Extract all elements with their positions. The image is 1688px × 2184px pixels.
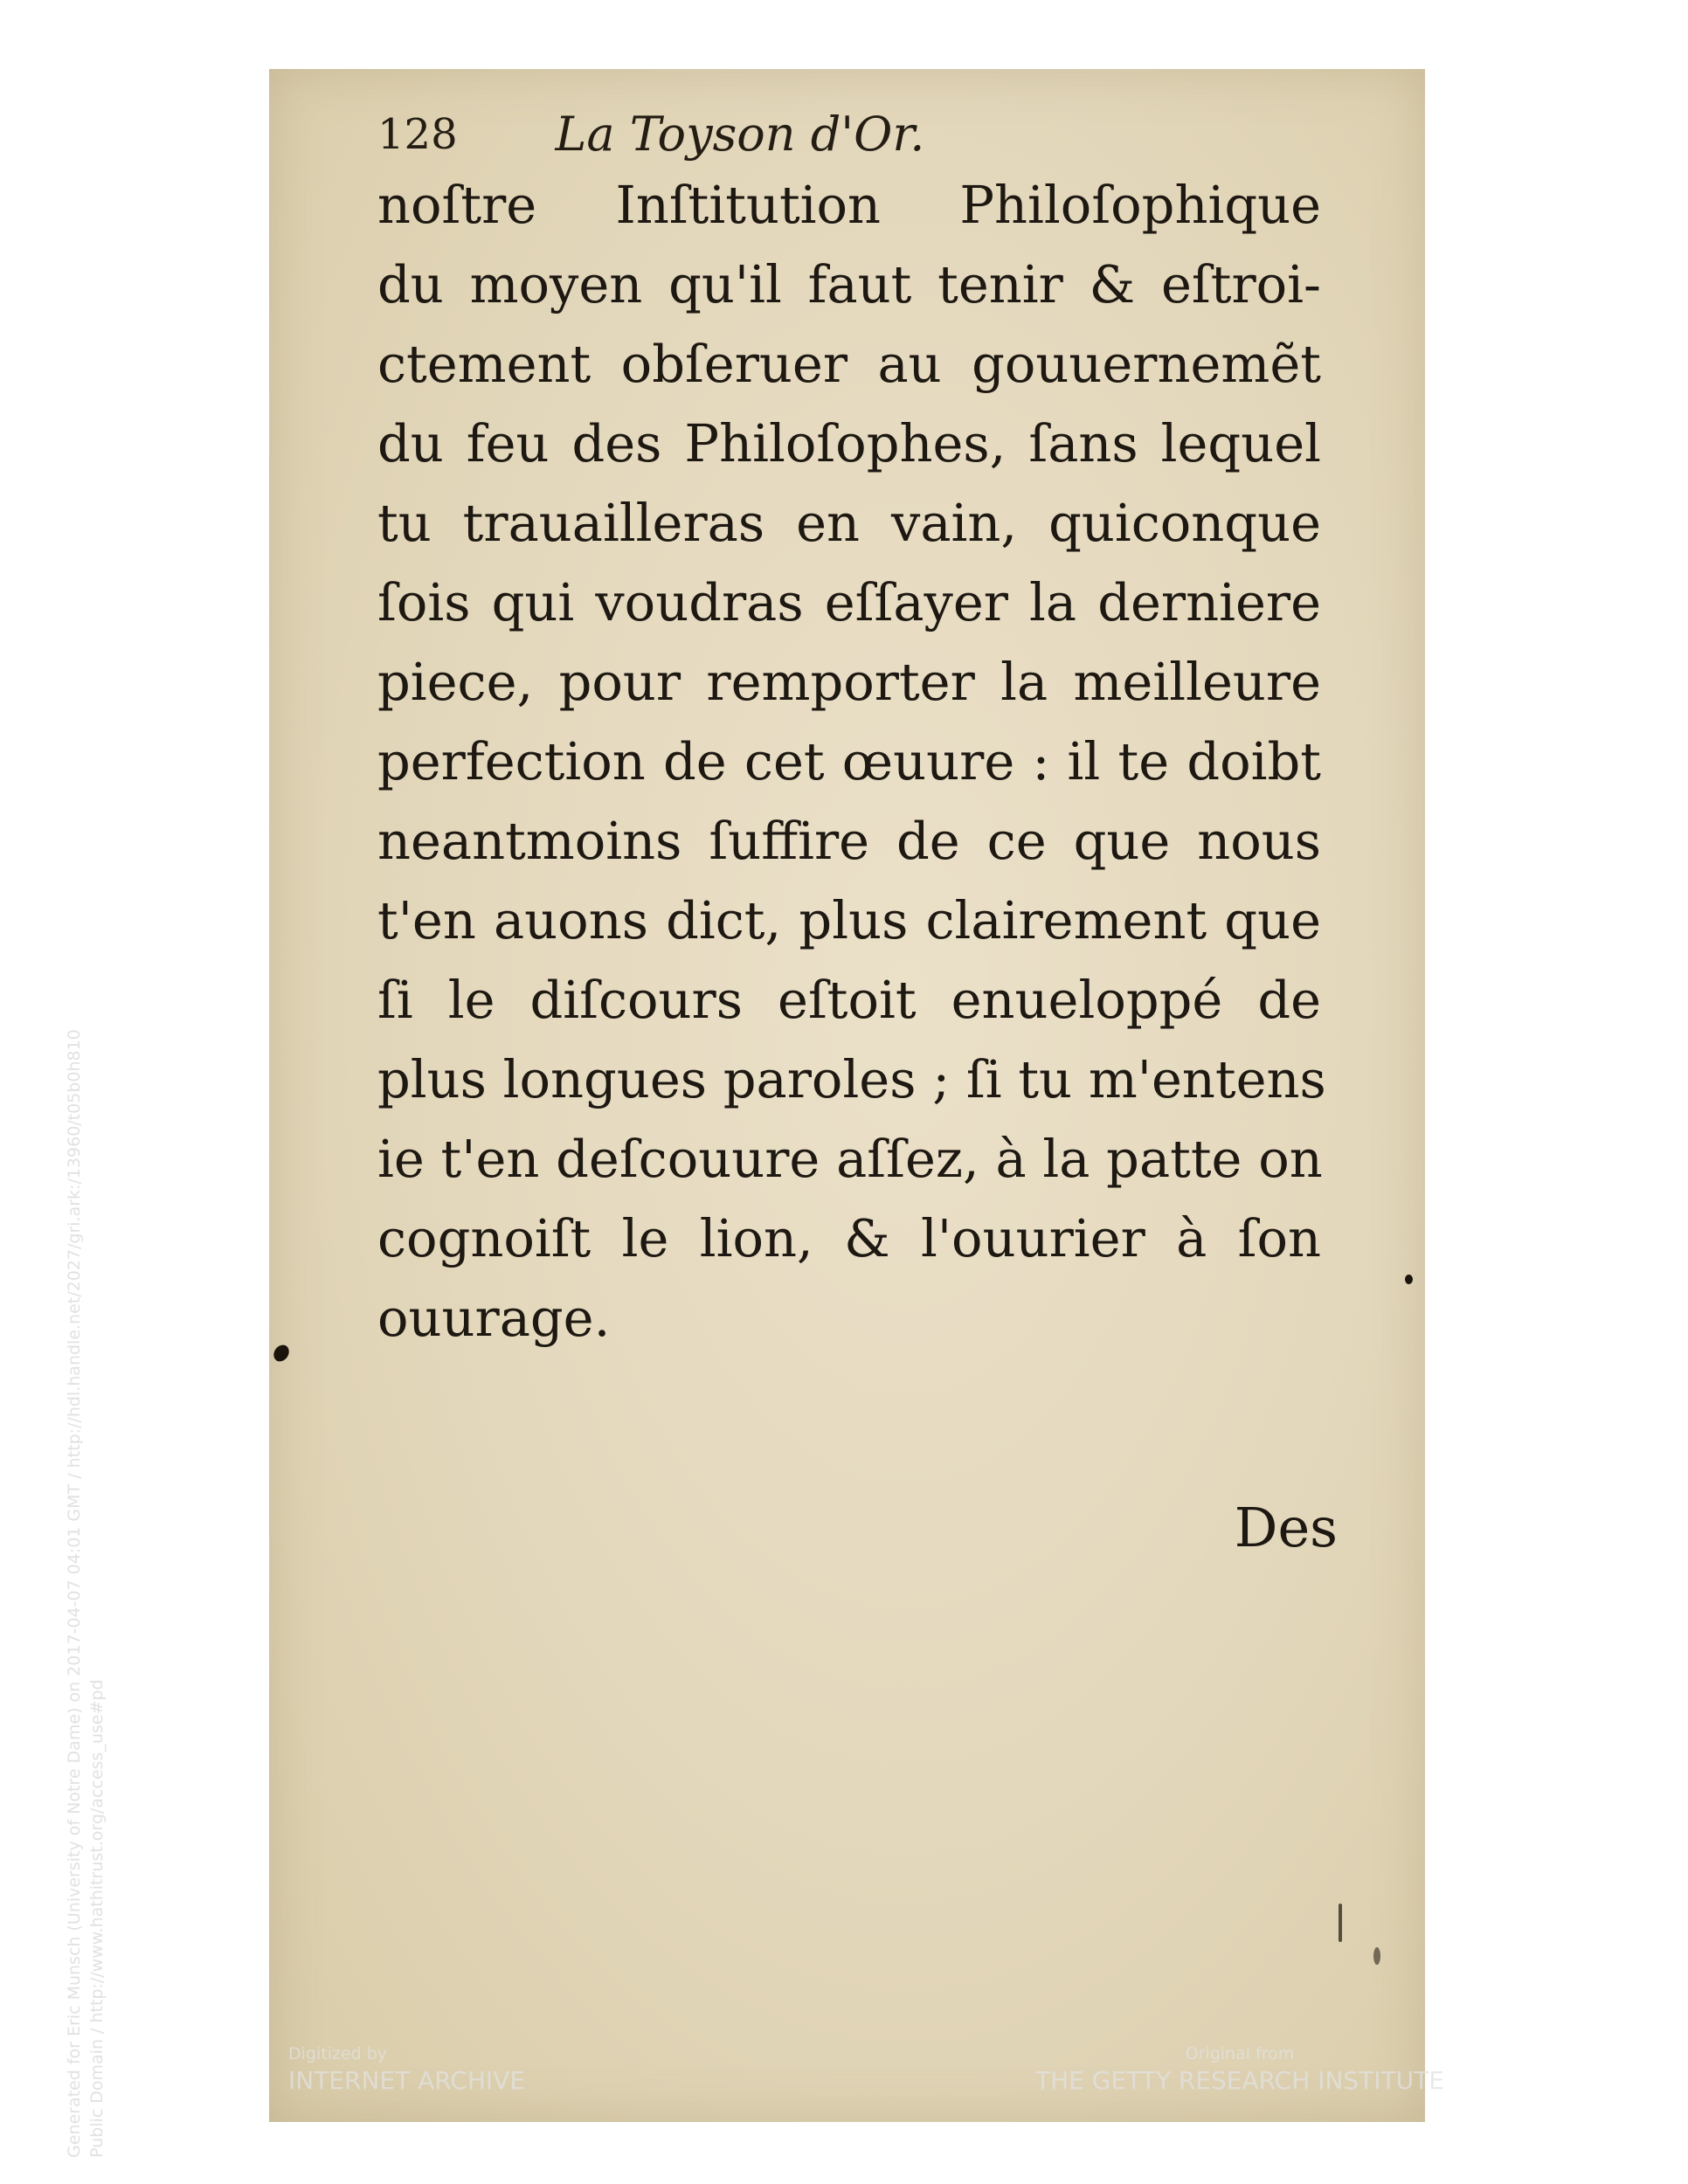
ink-speck	[1373, 1947, 1380, 1965]
text-line: ie t'en deſcouure aſſez, à la patte on	[377, 1129, 1323, 1189]
text-line: tu trauailleras en vain, quiconque	[377, 493, 1321, 553]
text-line: ouurage.	[377, 1288, 611, 1348]
digitized-by-credit	[288, 2042, 525, 2097]
hathitrust-watermark	[63, 1029, 108, 2158]
internet-archive-logo-text: INTERNET ARCHIVE	[288, 2066, 526, 2095]
watermark-line-2: Public Domain / http://www.hathitrust.org/access_use#pd	[87, 1679, 107, 2158]
original-from-credit	[1035, 2042, 1444, 2097]
text-line: du moyen qu'il faut tenir & eſtroi-	[377, 254, 1321, 314]
text-line: piece, pour remporter la meilleure	[377, 652, 1321, 712]
catchword: Des	[1234, 1496, 1338, 1559]
text-line: perfection de cet œuure : il te doibt	[377, 731, 1321, 791]
ink-speck	[1339, 1904, 1342, 1942]
watermark-line-1: Generated for Eric Munsch (University of Notre Dame) on 2017-04-07 04:01 GMT / http://hdl.handle.net/2027/gri.ark:/13960/t05b0h810	[65, 1029, 84, 2158]
text-line: du feu des Philoſophes, ſans lequel	[377, 413, 1321, 473]
scanned-book-page	[269, 69, 1425, 2122]
original-label: Original from	[1185, 2044, 1295, 2063]
text-line: plus longues paroles ; ſi tu m'entens	[377, 1049, 1326, 1109]
page-number: 128	[377, 110, 458, 159]
running-title: La Toyson d'Or.	[555, 107, 925, 162]
text-line: ctement obſeruer au gouuernemẽt	[377, 334, 1321, 394]
text-line: ſois qui voudras eſſayer la derniere	[377, 572, 1321, 632]
text-line: cognoiſt le lion, & l'ouurier à ſon	[377, 1208, 1321, 1268]
page-body-text	[377, 165, 1326, 1358]
getty-institute-text: THE GETTY RESEARCH INSTITUTE	[1035, 2066, 1444, 2095]
ink-blot	[271, 1342, 293, 1365]
text-line: ſi le diſcours eſtoit enueloppé de	[377, 970, 1321, 1030]
text-line: noſtre Inſtitution Philoſophique	[377, 175, 1321, 235]
ink-speck	[1405, 1275, 1413, 1284]
text-line: neantmoins ſuffire de ce que nous	[377, 811, 1321, 871]
text-line: t'en auons dict, plus clairement que	[377, 890, 1321, 950]
running-head	[377, 104, 1103, 165]
digitized-label: Digitized by	[288, 2044, 388, 2063]
